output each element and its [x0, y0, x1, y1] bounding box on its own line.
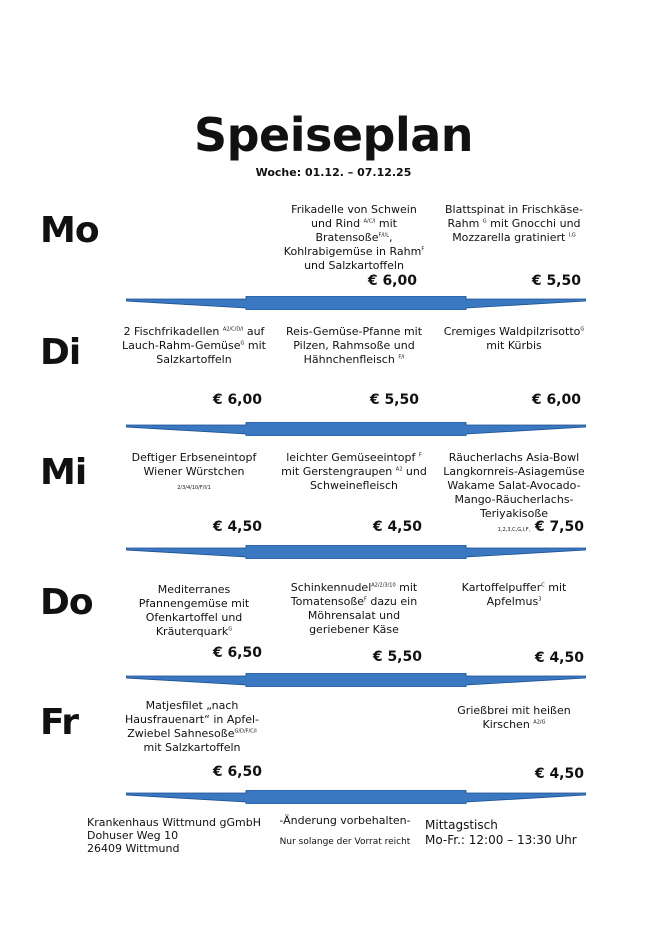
dish-mo-3: Blattspinat in Frischkäse-Rahm $^G$ mit Gnocchi und Mozzarella gratiniert $^{I,G}$ — [444, 203, 584, 244]
footer-stock-note: Nur solange der Vorrat reicht — [279, 837, 411, 847]
price-fr-1: € 6,50 — [212, 764, 262, 780]
dish-mi-3: Räucherlachs Asia-Bowl Langkornreis-Asiagemüse Wakame Salat-Avocado-Mango-Räucherlachs-Teriyakisoße 1,2,3,C,G,I,F, — [443, 451, 585, 533]
page-title: Speiseplan — [193, 108, 474, 162]
row-divider — [126, 296, 586, 310]
lunch-hours: Mo-Fr.: 12:00 – 13:30 Uhr — [425, 833, 577, 847]
row-divider — [126, 422, 586, 436]
dish-mi-2: leichter Gemüseeintopf $^F$ mit Gerstengraupen $^{A2}$ und Schweinefleisch — [281, 451, 427, 492]
lunch-title: Mittagstisch — [425, 818, 498, 832]
footer-address — [87, 816, 261, 855]
price-mo-3: € 5,50 — [531, 273, 581, 289]
dish-mi-1: Deftiger Erbseneintopf Wiener Würstchen 2/3/4/10/F/I/1 — [131, 451, 257, 491]
price-do-3: € 4,50 — [534, 650, 584, 666]
day-label-di: Di — [40, 332, 81, 373]
dish-do-3: Kartoffelpuffer$^C$ mit Apfelmus$^3$ — [461, 581, 567, 608]
dish-fr-1: Matjesfilet „nach Hausfrauenart“ in Apfel-Zwiebel Sahnesoße$^{G/D/F/C/I}$ mit Salzkartoffeln — [124, 699, 260, 754]
dish-do-2: Schinkennudel$^{A2/2/3/10}$ mit Tomatensoße$^F$ dazu ein Möhrensalat und geriebener Käse — [290, 581, 418, 636]
dish-di-3: Cremiges Waldpilzrisotto$^G$ mit Kürbis — [443, 325, 585, 352]
footer-note: -Änderung vorbehalten- — [279, 814, 411, 827]
row-divider — [126, 790, 586, 804]
price-mo-2: € 6,00 — [367, 273, 417, 289]
price-do-1: € 6,50 — [212, 645, 262, 661]
address-line: Dohuser Weg 10 — [87, 829, 179, 842]
price-mi-2: € 4,50 — [372, 519, 422, 535]
address-line: Krankenhaus Wittmund gGmbH — [87, 816, 262, 829]
price-mi-1: € 4,50 — [212, 519, 262, 535]
day-label-mo: Mo — [40, 210, 99, 251]
row-divider — [126, 673, 586, 687]
dish-do-1: Mediterranes Pfannengemüse mit Ofenkartoffel und Kräuterquark$^G$ — [138, 583, 250, 638]
price-di-1: € 6,00 — [212, 392, 262, 408]
row-divider — [126, 545, 586, 559]
lunch-info — [425, 818, 577, 848]
price-di-3: € 6,00 — [531, 392, 581, 408]
dish-fr-3: Grießbrei mit heißen Kirschen $^{A2/G}$ — [457, 704, 571, 731]
day-label-do: Do — [40, 582, 93, 623]
week-range: Woche: 01.12. – 07.12.25 — [255, 166, 412, 179]
dish-di-1: 2 Fischfrikadellen $^{A2/C/D/I}$ auf Lauch-Rahm-Gemüse$^G$ mit Salzkartoffeln — [122, 325, 266, 366]
dish-di-2: Reis-Gemüse-Pfanne mit Pilzen, Rahmsoße und Hähnchenfleisch $^{F/I}$ — [285, 325, 423, 366]
price-fr-3: € 4,50 — [534, 766, 584, 782]
day-label-fr: Fr — [40, 702, 79, 743]
price-do-2: € 5,50 — [372, 649, 422, 665]
day-label-mi: Mi — [40, 452, 87, 493]
address-line: 26409 Wittmund — [87, 842, 180, 855]
dish-mo-2: Frikadelle von Schwein und Rind $^{A/C/I}$ mit Bratensoße$^{F/I/L}$, Kohlrabigemüse in Rahm$^F$ und Salzkartoffeln — [283, 203, 425, 272]
price-di-2: € 5,50 — [369, 392, 419, 408]
price-mi-3: € 7,50 — [534, 519, 584, 535]
